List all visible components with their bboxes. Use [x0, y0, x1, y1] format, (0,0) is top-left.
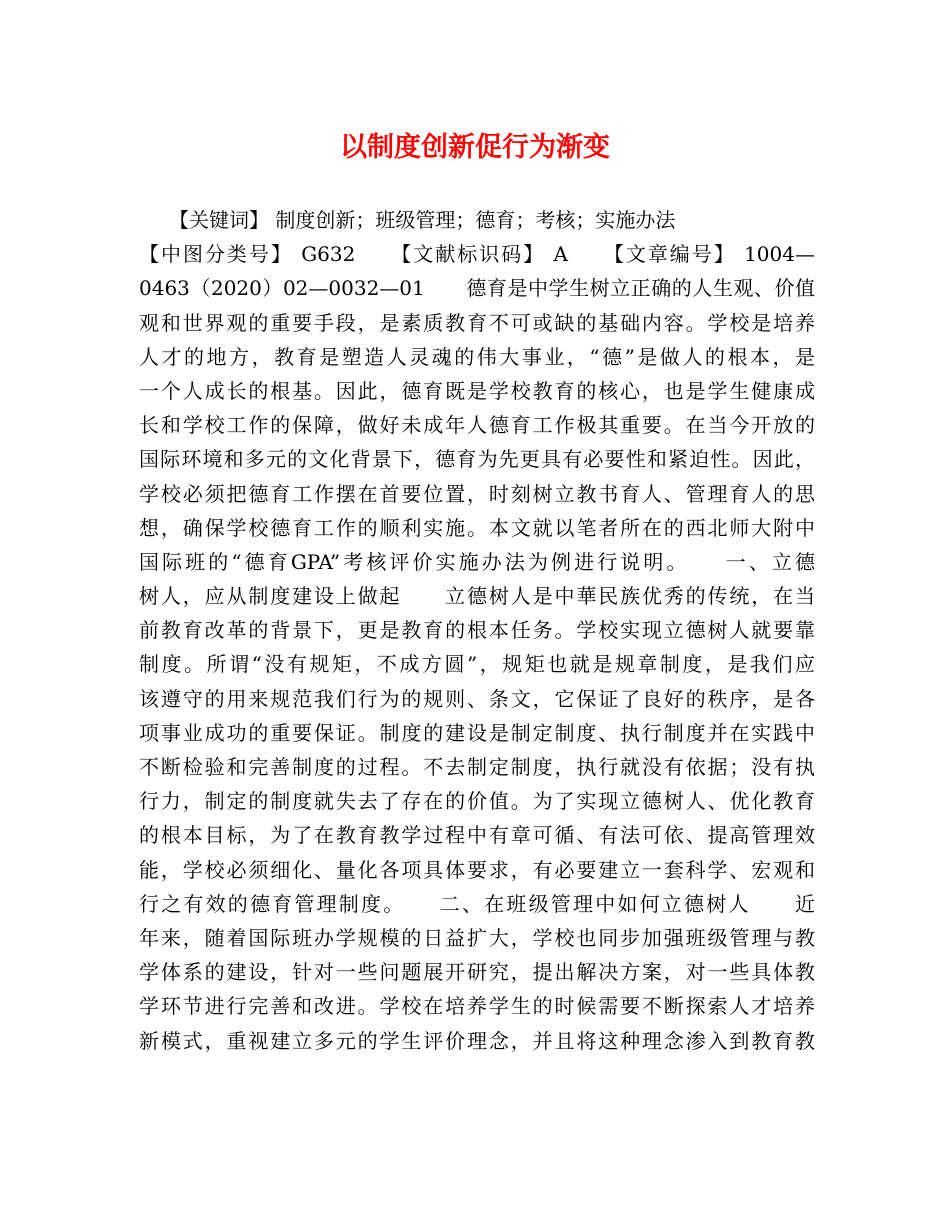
- body-line: 前教育改革的背景下，更是教育的根本任务。学校实现立德树人就要靠: [139, 618, 815, 643]
- body-line: 行之有效的德育管理制度。 二、在班级管理中如何立德树人 近: [139, 891, 815, 916]
- body-line: 【关键词】 制度创新；班级管理；德育；考核；实施办法: [139, 208, 676, 232]
- document-body: [139, 203, 815, 1058]
- body-line: 国际班的“德育GPA”考核评价实施办法为例进行说明。 一、立德: [139, 549, 815, 574]
- body-line: 能，学校必须细化、量化各项具体要求，有必要建立一套科学、宏观和: [139, 857, 815, 882]
- body-line: 新模式，重视建立多元的学生评价理念，并且将这种理念渗入到教育教: [139, 1028, 815, 1053]
- body-line: 人才的地方，教育是塑造人灵魂的伟大事业，“德”是做人的根本，是: [139, 344, 815, 369]
- body-line: 项事业成功的重要保证。制度的建设是制定制度、执行制度并在实践中: [139, 720, 815, 745]
- body-line: 想，确保学校德育工作的顺利实施。本文就以笔者所在的西北师大附中: [139, 515, 815, 540]
- body-line: 的根本目标，为了在教育教学过程中有章可循、有法可依、提高管理效: [139, 823, 815, 848]
- document-title: 以制度创新促行为渐变: [340, 132, 610, 163]
- body-line: 国际环境和多元的文化背景下，德育为先更具有必要性和紧迫性。因此，: [139, 447, 815, 472]
- body-line: 不断检验和完善制度的过程。不去制定制度，执行就没有依据；没有执: [139, 755, 815, 779]
- body-line: 学体系的建设，针对一些问题展开研究，提出解决方案，对一些具体教: [139, 960, 815, 985]
- body-line: 年来，随着国际班办学规模的日益扩大，学校也同步加强班级管理与教: [139, 925, 815, 950]
- body-line: 0463（2020）02—0032—01 德育是中学生树立正确的人生观、价值: [139, 276, 815, 301]
- body-line: 【中图分类号】 G632 【文献标识码】 A 【文章编号】 1004—: [139, 242, 815, 267]
- body-line: 一个人成长的根基。因此，德育既是学校教育的核心，也是学生健康成: [139, 378, 815, 403]
- body-line: 长和学校工作的保障，做好未成年人德育工作极其重要。在当今开放的: [139, 413, 815, 438]
- body-line: 学环节进行完善和改进。学校在培养学生的时候需要不断探索人才培养: [139, 994, 815, 1019]
- body-line: 行力，制定的制度就失去了存在的价值。为了实现立德树人、优化教育: [139, 789, 815, 814]
- body-line: 该遵守的用来规范我们行为的规则、条文，它保证了良好的秩序，是各: [139, 686, 815, 711]
- body-line: 树人，应从制度建设上做起 立德树人是中華民族优秀的传统，在当: [139, 584, 815, 609]
- body-line: 制度。所谓“没有规矩，不成方圆”，规矩也就是规章制度，是我们应: [139, 652, 815, 677]
- body-line: 学校必须把德育工作摆在首要位置，时刻树立教书育人、管理育人的思: [139, 481, 815, 506]
- body-line: 观和世界观的重要手段，是素质教育不可或缺的基础内容。学校是培养: [139, 310, 815, 335]
